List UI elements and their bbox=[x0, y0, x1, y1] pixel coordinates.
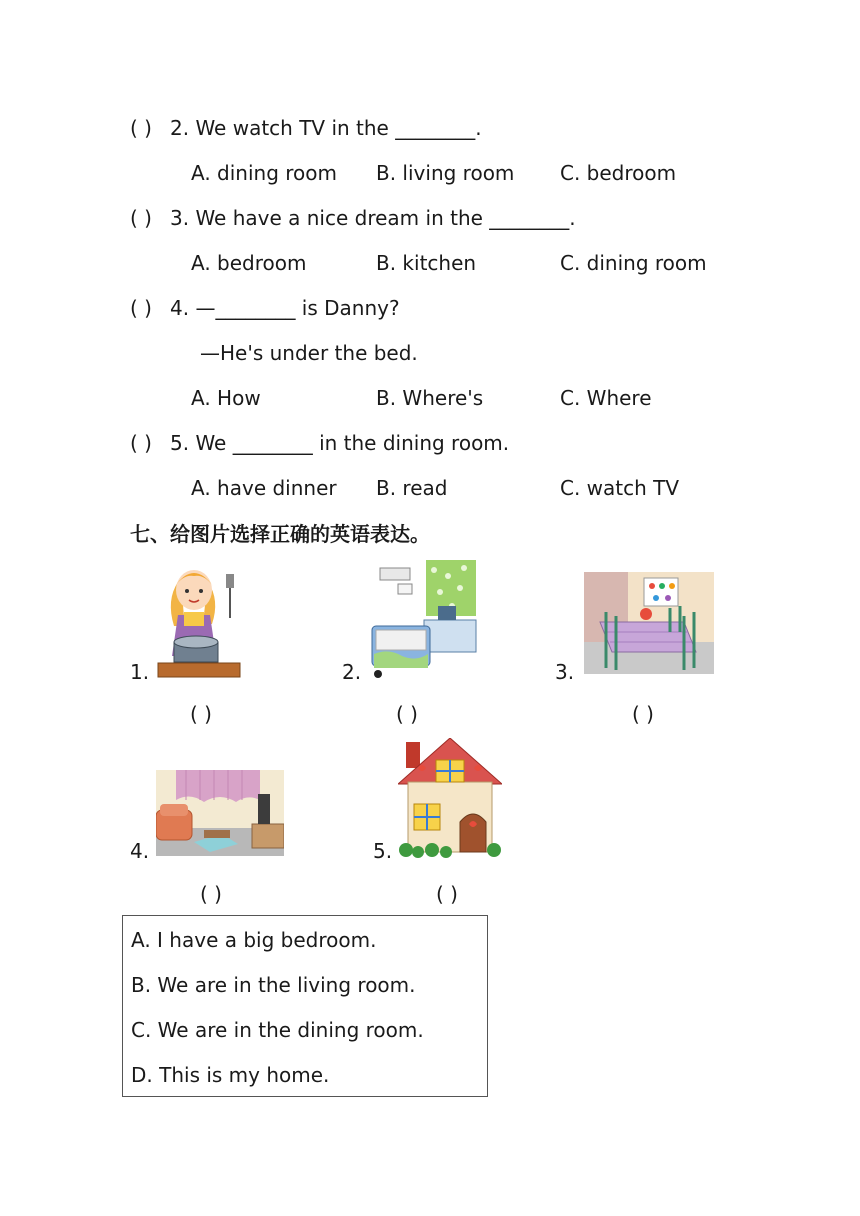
question-stem: 2. We watch TV in the ________. bbox=[170, 116, 482, 140]
picture-number: 4. bbox=[130, 839, 150, 863]
option-a: A. dining room bbox=[191, 161, 337, 185]
option-b: B. Where's bbox=[376, 386, 484, 410]
option-c: C. watch TV bbox=[560, 476, 680, 500]
option-a: A. have dinner bbox=[191, 476, 337, 500]
picture-number: 1. bbox=[130, 660, 150, 684]
answer-paren[interactable]: ( ) bbox=[436, 882, 458, 906]
section-heading: 七、给图片选择正确的英语表达。 bbox=[130, 522, 430, 546]
picture-number: 3. bbox=[555, 660, 575, 684]
choice-c: C. We are in the dining room. bbox=[131, 1018, 424, 1042]
answer-paren[interactable]: ( ) bbox=[130, 431, 152, 455]
option-b: B. kitchen bbox=[376, 251, 477, 275]
option-a: A. bedroom bbox=[191, 251, 307, 275]
question-reply: —He's under the bed. bbox=[200, 341, 418, 365]
answer-paren[interactable]: ( ) bbox=[130, 296, 152, 320]
answer-paren[interactable]: ( ) bbox=[396, 702, 418, 726]
option-c: C. Where bbox=[560, 386, 652, 410]
answer-paren[interactable]: ( ) bbox=[190, 702, 212, 726]
choice-b: B. We are in the living room. bbox=[131, 973, 416, 997]
answer-paren[interactable]: ( ) bbox=[130, 206, 152, 230]
answer-paren[interactable]: ( ) bbox=[200, 882, 222, 906]
choice-a: A. I have a big bedroom. bbox=[131, 928, 377, 952]
option-b: B. living room bbox=[376, 161, 515, 185]
picture-number: 2. bbox=[342, 660, 362, 684]
option-b: B. read bbox=[376, 476, 448, 500]
living-room-icon bbox=[156, 770, 284, 856]
option-c: C. dining room bbox=[560, 251, 707, 275]
option-c: C. bedroom bbox=[560, 161, 677, 185]
dining-room-icon bbox=[584, 572, 714, 674]
question-stem: 4. —________ is Danny? bbox=[170, 296, 400, 320]
picture-number: 5. bbox=[373, 839, 393, 863]
girl-cooking-icon bbox=[156, 560, 242, 680]
house-icon bbox=[398, 738, 502, 858]
answer-paren[interactable]: ( ) bbox=[130, 116, 152, 140]
option-a: A. How bbox=[191, 386, 261, 410]
question-stem: 5. We ________ in the dining room. bbox=[170, 431, 510, 455]
bedroom-icon bbox=[368, 558, 480, 680]
choice-d: D. This is my home. bbox=[131, 1063, 330, 1087]
answer-paren[interactable]: ( ) bbox=[632, 702, 654, 726]
question-stem: 3. We have a nice dream in the ________. bbox=[170, 206, 576, 230]
